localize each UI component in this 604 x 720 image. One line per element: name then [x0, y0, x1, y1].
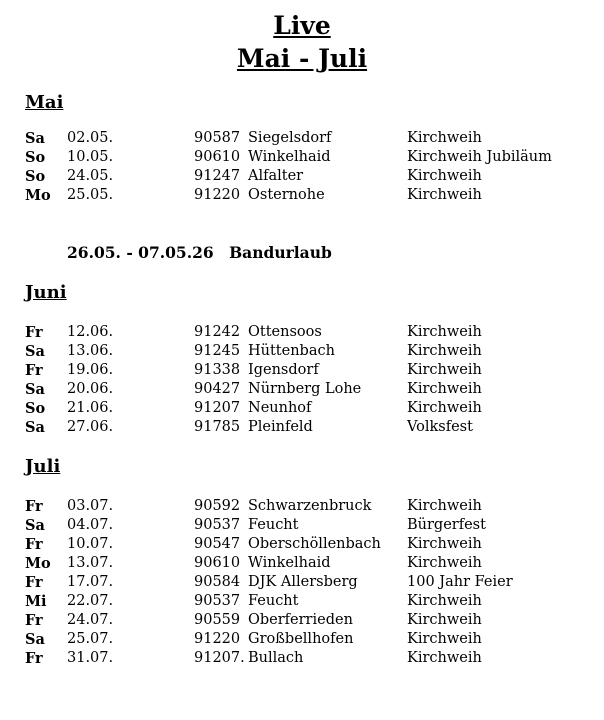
event-day: Fr — [25, 612, 43, 629]
event-event: Bürgerfest — [407, 517, 486, 533]
event-date: 20.06. — [67, 381, 114, 397]
event-row — [0, 573, 604, 592]
event-day: So — [25, 400, 46, 417]
event-place: Winkelhaid — [248, 149, 331, 165]
event-day: So — [25, 168, 46, 185]
event-row — [0, 129, 604, 148]
event-day: Fr — [25, 362, 43, 379]
event-date: 17.07. — [67, 574, 114, 590]
event-day: Fr — [25, 536, 43, 553]
event-day: Mo — [25, 187, 51, 204]
event-row — [0, 418, 604, 437]
event-event: Kirchweih — [407, 362, 482, 378]
event-day: Sa — [25, 130, 45, 147]
event-date: 13.06. — [67, 343, 114, 359]
event-place: Feucht — [248, 517, 299, 533]
event-row — [0, 323, 604, 342]
event-event: Kirchweih — [407, 343, 482, 359]
event-zip: 91220 — [194, 187, 241, 203]
event-event: Kirchweih Jubiläum — [407, 149, 552, 165]
event-day: Sa — [25, 631, 45, 648]
event-day: So — [25, 149, 46, 166]
event-date: 02.05. — [67, 130, 114, 146]
event-zip: 90537 — [194, 593, 241, 609]
event-row — [0, 342, 604, 361]
event-row — [0, 380, 604, 399]
event-date: 31.07. — [67, 650, 114, 666]
vacation-label: Bandurlaub — [229, 243, 332, 262]
event-place: Großbellhofen — [248, 631, 354, 647]
section-heading-mai: Mai — [25, 92, 64, 113]
event-place: DJK Allersberg — [248, 574, 358, 590]
event-date: 25.05. — [67, 187, 114, 203]
event-zip: 90584 — [194, 574, 241, 590]
event-place: Hüttenbach — [248, 343, 335, 359]
page-subtitle: Mai - Juli — [236, 44, 368, 73]
event-date: 13.07. — [67, 555, 114, 571]
event-event: Kirchweih — [407, 130, 482, 146]
event-place: Neunhof — [248, 400, 312, 416]
event-date: 24.07. — [67, 612, 114, 628]
vacation-dates: 26.05. - 07.05.26 — [67, 243, 214, 262]
event-row — [0, 186, 604, 205]
event-event: Kirchweih — [407, 593, 482, 609]
event-day: Fr — [25, 650, 43, 667]
page-title: Live — [273, 11, 331, 40]
event-event: Kirchweih — [407, 400, 482, 416]
event-event: Kirchweih — [407, 536, 482, 552]
section-heading-juli: Juli — [25, 456, 61, 477]
event-row — [0, 167, 604, 186]
event-zip: 91242 — [194, 324, 241, 340]
event-date: 19.06. — [67, 362, 114, 378]
event-zip: 90592 — [194, 498, 241, 514]
event-row — [0, 592, 604, 611]
event-zip: 91245 — [194, 343, 241, 359]
event-row — [0, 516, 604, 535]
event-row — [0, 497, 604, 516]
event-zip: 91338 — [194, 362, 241, 378]
event-place: Siegelsdorf — [248, 130, 332, 146]
event-day: Mo — [25, 555, 51, 572]
event-row — [0, 361, 604, 380]
event-place: Alfalter — [248, 168, 304, 184]
event-day: Fr — [25, 498, 43, 515]
event-event: Kirchweih — [407, 324, 482, 340]
event-event: Kirchweih — [407, 498, 482, 514]
event-zip: 90610 — [194, 555, 241, 571]
event-zip: 90610 — [194, 149, 241, 165]
event-zip: 91207. — [194, 650, 245, 666]
event-row — [0, 535, 604, 554]
event-day: Fr — [25, 574, 43, 591]
event-date: 21.06. — [67, 400, 114, 416]
event-event: Kirchweih — [407, 187, 482, 203]
event-zip: 91247 — [194, 168, 241, 184]
event-event: 100 Jahr Feier — [407, 574, 513, 590]
event-date: 10.07. — [67, 536, 114, 552]
vacation-notice — [67, 243, 332, 263]
event-event: Kirchweih — [407, 612, 482, 628]
event-date: 10.05. — [67, 149, 114, 165]
section-heading-juni: Juni — [25, 282, 67, 303]
event-date: 03.07. — [67, 498, 114, 514]
event-date: 27.06. — [67, 419, 114, 435]
event-date: 04.07. — [67, 517, 114, 533]
event-row — [0, 148, 604, 167]
event-zip: 90559 — [194, 612, 241, 628]
event-row — [0, 399, 604, 418]
event-place: Oberschöllenbach — [248, 536, 381, 552]
event-place: Winkelhaid — [248, 555, 331, 571]
event-place: Feucht — [248, 593, 299, 609]
event-place: Ottensoos — [248, 324, 322, 340]
event-zip: 90547 — [194, 536, 241, 552]
event-day: Sa — [25, 419, 45, 436]
event-day: Sa — [25, 381, 45, 398]
event-place: Nürnberg Lohe — [248, 381, 362, 397]
event-day: Mi — [25, 593, 47, 610]
event-place: Osternohe — [248, 187, 325, 203]
event-row — [0, 630, 604, 649]
event-place: Igensdorf — [248, 362, 319, 378]
event-zip: 90427 — [194, 381, 241, 397]
event-place: Oberferrieden — [248, 612, 353, 628]
event-zip: 90537 — [194, 517, 241, 533]
event-event: Volksfest — [407, 419, 473, 435]
event-row — [0, 554, 604, 573]
event-zip: 91220 — [194, 631, 241, 647]
event-event: Kirchweih — [407, 381, 482, 397]
event-event: Kirchweih — [407, 631, 482, 647]
event-place: Pleinfeld — [248, 419, 313, 435]
event-day: Sa — [25, 343, 45, 360]
event-zip: 90587 — [194, 130, 241, 146]
event-place: Bullach — [248, 650, 304, 666]
event-place: Schwarzenbruck — [248, 498, 372, 514]
event-event: Kirchweih — [407, 168, 482, 184]
event-row — [0, 611, 604, 630]
event-date: 22.07. — [67, 593, 114, 609]
event-date: 12.06. — [67, 324, 114, 340]
event-row — [0, 649, 604, 668]
event-date: 25.07. — [67, 631, 114, 647]
event-event: Kirchweih — [407, 650, 482, 666]
event-day: Sa — [25, 517, 45, 534]
event-zip: 91785 — [194, 419, 241, 435]
event-day: Fr — [25, 324, 43, 341]
event-event: Kirchweih — [407, 555, 482, 571]
event-date: 24.05. — [67, 168, 114, 184]
event-zip: 91207 — [194, 400, 241, 416]
